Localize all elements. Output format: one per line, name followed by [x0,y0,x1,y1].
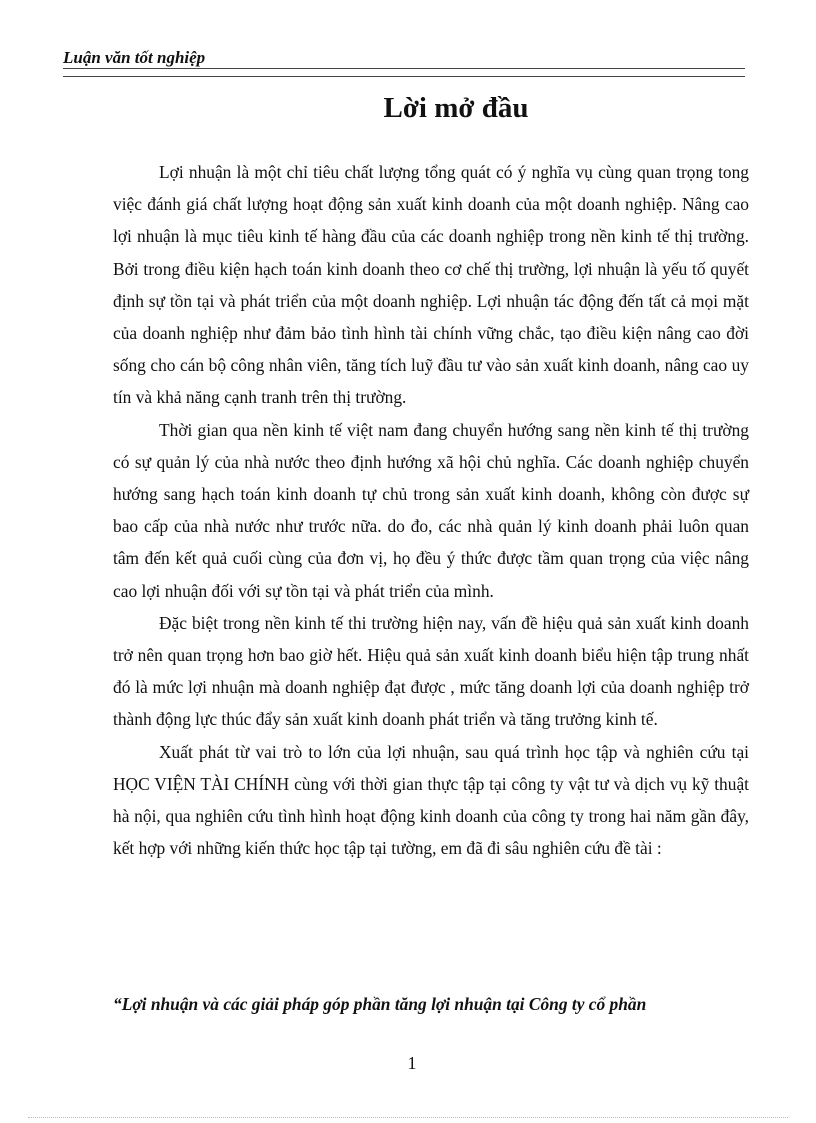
document-body [113,156,749,864]
page-number: 1 [407,1053,417,1073]
page-title: Lời mở đầu [383,92,529,124]
running-header-title: Luận văn tốt nghiệp [63,48,206,67]
paragraph-4: Xuất phát từ vai trò to lớn của lợi nhuận, sau quá trình học tập và nghiên cứu tại HỌC VIỆN TÀI CHÍNH cùng với thời gian thực tập tại công ty vật tư và dịch vụ kỹ thuật hà nội, qua nghiên cứu tình hình hoạt động kinh doanh của công ty trong hai năm gần đây, kết hợp với những kiến thức học tập tại tường, em đã đi sâu nghiên cứu đề tài : [113,741,749,859]
page-bottom-rule [28,1117,788,1118]
paragraph-2: Thời gian qua nền kinh tế việt nam đang chuyển hướng sang nền kinh tế thị trường có sự quản lý của nhà nước theo định hướng xã hội chủ nghĩa. Các doanh nghiệp chuyển hướng sang hạch toán kinh doanh tự chủ trong sản xuất kinh doanh, không còn được sự bao cấp của nhà nước như trước nữa. do đo, các nhà quản lý kinh doanh phải luôn quan tâm đến kết quả cuối cùng của đơn vị, họ đều ý thức được tầm quan trọng của việc nâng cao lợi nhuận đối với sự tồn tại và phát triển của mình. [113,419,749,601]
thesis-title: “Lợi nhuận và các giải pháp góp phần tăng lợi nhuận tại Công ty cổ phần [113,994,647,1014]
header-double-rule [63,68,745,77]
paragraph-1: Lợi nhuận là một chỉ tiêu chất lượng tổng quát có ý nghĩa vụ cùng quan trọng tong việc đánh giá chất lượng hoạt động sản xuất kinh doanh của một doanh nghiệp. Nâng cao lợi nhuận là mục tiêu kinh tế hàng đầu của các doanh nghiệp trong nền kinh tế thị trường. Bởi trong điều kiện hạch toán kinh doanh theo cơ chế thị trường, lợi nhuận là yếu tố quyết định sự tồn tại và phát triển của một doanh nghiệp. Lợi nhuận tác động đến tất cả mọi mặt của doanh nghiệp như đảm bảo tình hình tài chính vững chắc, tạo điều kiện nâng cao đời sống cho cán bộ công nhân viên, tăng tích luỹ đầu tư vào sản xuất kinh doanh, nâng cao uy tín và khả năng cạnh tranh trên thị trường. [113,162,749,408]
paragraph-3: Đặc biệt trong nền kinh tế thi trường hiện nay, vấn đề hiệu quả sản xuất kinh doanh trở nên quan trọng hơn bao giờ hết. Hiệu quả sản xuất kinh doanh biểu hiện tập trung nhất đó là mức lợi nhuận mà doanh nghiệp đạt được , mức tăng doanh lợi của doanh nghiệp trở thành động lực thúc đẩy sản xuất kinh doanh phát triển và tăng trưởng kinh tế. [113,612,749,730]
